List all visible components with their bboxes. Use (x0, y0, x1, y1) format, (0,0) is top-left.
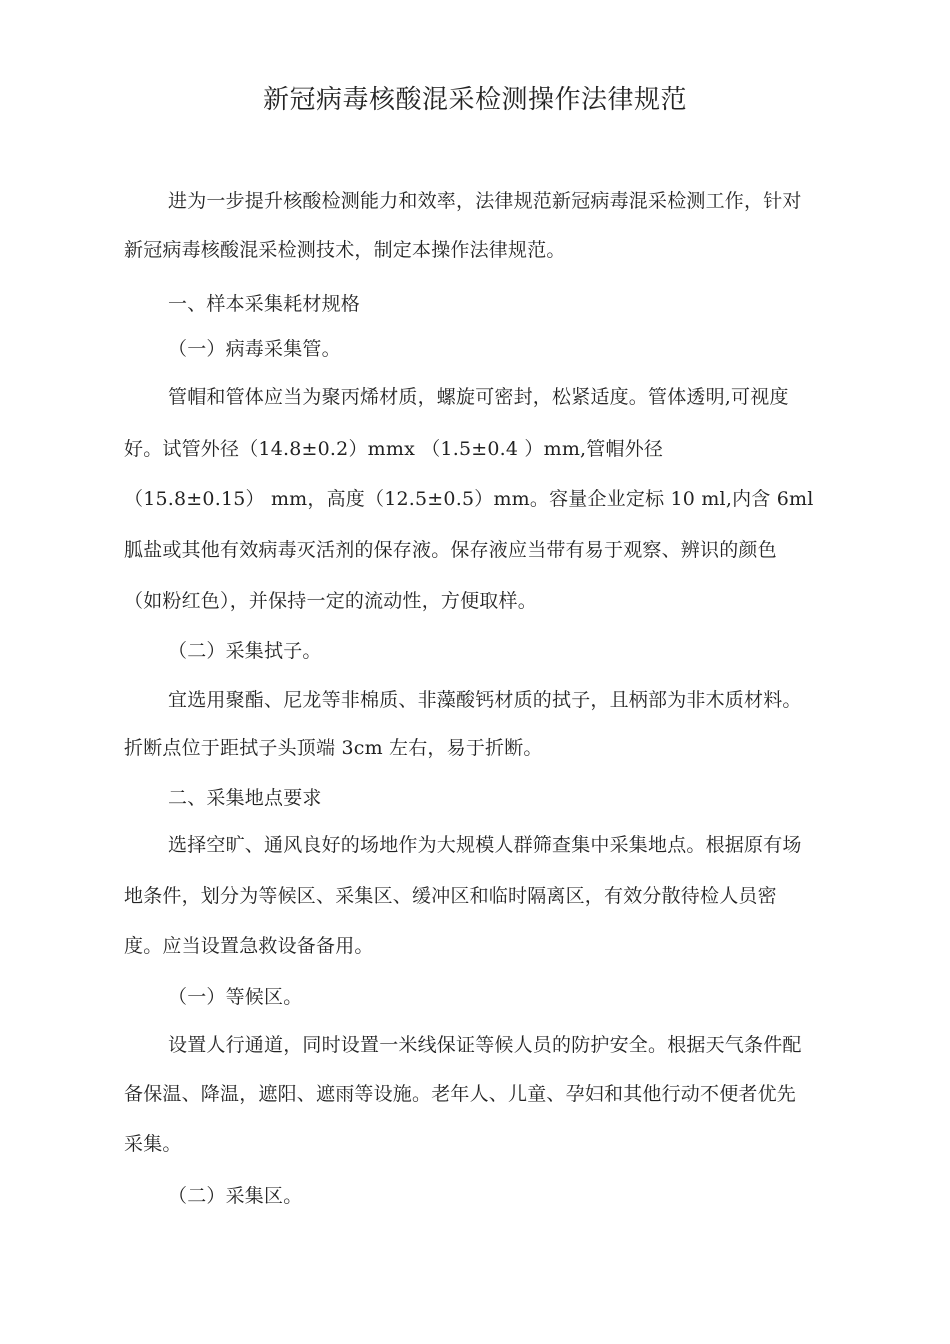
subsection-heading: （一）等候区。 (168, 986, 303, 1008)
subsection-heading: （二）采集拭子。 (168, 640, 322, 662)
paragraph-line: （如粉红色），并保持一定的流动性，方便取样。 (124, 590, 537, 612)
paragraph-line: 地条件，划分为等候区、采集区、缓冲区和临时隔离区，有效分散待检人员密 (124, 885, 777, 907)
paragraph-line: 宜选用聚酯、尼龙等非棉质、非藻酸钙材质的拭子，且柄部为非木质材料。 (168, 689, 802, 711)
paragraph-line: 度。应当设置急救设备备用。 (124, 935, 374, 957)
paragraph-line: 胍盐或其他有效病毒灭活剂的保存液。保存液应当带有易于观察、辨识的颜色 (124, 539, 777, 561)
paragraph-line: 进为一步提升核酸检测能力和效率，法律规范新冠病毒混采检测工作，针对 (168, 190, 802, 212)
paragraph-line: 备保温、降温，遮阳、遮雨等设施。老年人、儿童、孕妇和其他行动不便者优先 (124, 1083, 797, 1105)
document-title: 新冠病毒核酸混采检测操作法律规范 (262, 85, 687, 115)
paragraph-line: 设置人行通道，同时设置一米线保证等候人员的防护安全。根据天气条件配 (168, 1034, 802, 1056)
paragraph-line: 好。试管外径（14.8±0.2）mmx （1.5±0.4 ）mm,管帽外径 (124, 438, 664, 460)
section-heading: 一、样本采集耗材规格 (168, 293, 361, 315)
subsection-heading: （二）采集区。 (168, 1185, 303, 1207)
paragraph-line: 选择空旷、通风良好的场地作为大规模人群筛查集中采集地点。根据原有场 (168, 834, 802, 856)
paragraph-line: （15.8±0.15） mm，高度（12.5±0.5）mm。容量企业定标 10 ml,内含 6ml (124, 488, 814, 510)
paragraph-line: 采集。 (124, 1133, 182, 1155)
paragraph-line: 管帽和管体应当为聚丙烯材质，螺旋可密封，松紧适度。管体透明,可视度 (168, 386, 789, 408)
paragraph-line: 折断点位于距拭子头顶端 3cm 左右，易于折断。 (124, 737, 543, 759)
paragraph-line: 新冠病毒核酸混采检测技术，制定本操作法律规范。 (124, 239, 566, 261)
section-heading: 二、采集地点要求 (168, 787, 322, 809)
subsection-heading: （一）病毒采集管。 (168, 338, 341, 360)
